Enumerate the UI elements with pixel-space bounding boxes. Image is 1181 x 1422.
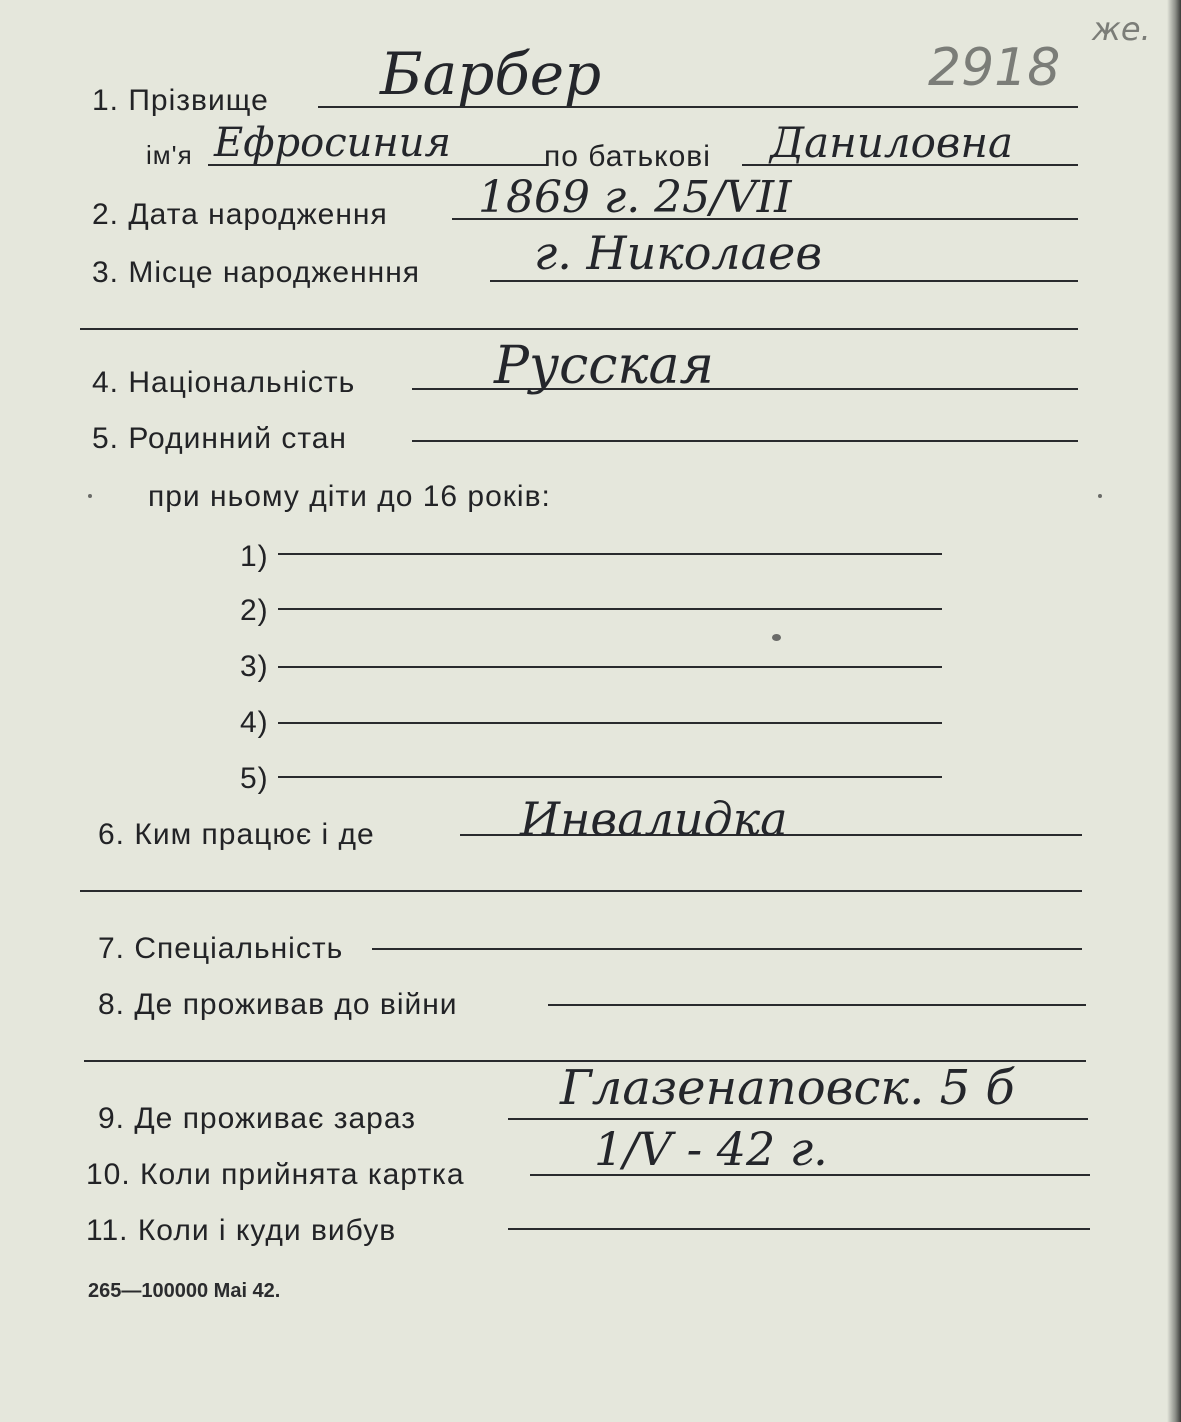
child-4-label: 4): [240, 706, 269, 739]
child-1-label: 1): [240, 540, 269, 573]
occupation-label: 6. Ким працює і де: [98, 818, 375, 851]
paper-speck: [88, 494, 92, 498]
child-2-line: [278, 608, 942, 610]
occupation-value: Инвалидка: [520, 792, 788, 846]
marital-status-line: [412, 440, 1078, 442]
surname-value: Барбер: [380, 40, 602, 108]
card-accepted-value: 1/V - 42 г.: [594, 1122, 828, 1176]
patronymic-value: Даниловна: [770, 118, 1014, 167]
nationality-value: Русская: [494, 336, 714, 396]
child-3-label: 3): [240, 650, 269, 683]
children-heading: при ньому діти до 16 років:: [148, 480, 551, 513]
first-name-value: Ефросиния: [214, 120, 451, 166]
card-accepted-label: 10. Коли прийнята картка: [86, 1158, 465, 1191]
child-2-label: 2): [240, 594, 269, 627]
marital-status-label: 5. Родинний стан: [92, 422, 347, 455]
birth-place-line: [490, 280, 1078, 282]
current-residence-value: Глазенаповск. 5 б: [560, 1060, 1015, 1116]
archive-number: 2918: [928, 38, 1061, 98]
archive-note: же.: [1092, 10, 1151, 48]
specialty-label: 7. Спеціальність: [98, 932, 344, 965]
paper-edge-shadow: [1167, 0, 1181, 1422]
paper-speck: [1098, 494, 1102, 498]
birth-place-label: 3. Місце народженння: [92, 256, 421, 289]
child-1-line: [278, 553, 942, 555]
surname-label: 1. Прізвище: [92, 84, 269, 117]
prewar-residence-label: 8. Де проживав до війни: [98, 988, 458, 1021]
current-residence-line: [508, 1118, 1088, 1120]
birth-date-value: 1869 г. 25/VII: [478, 172, 792, 223]
birth-date-label: 2. Дата народження: [92, 198, 388, 231]
blank-line-2: [80, 890, 1082, 892]
paper-speck: [772, 634, 781, 641]
prewar-residence-line: [548, 1004, 1086, 1006]
child-4-line: [278, 722, 942, 724]
blank-line-1: [80, 328, 1078, 330]
child-5-line: [278, 776, 942, 778]
patronymic-label: по батькові: [544, 140, 711, 173]
nationality-label: 4. Національність: [92, 366, 356, 399]
current-residence-label: 9. Де проживає зараз: [98, 1102, 416, 1135]
birth-place-value: г. Николаев: [534, 226, 823, 280]
departure-line: [508, 1228, 1090, 1230]
child-3-line: [278, 666, 942, 668]
departure-label: 11. Коли і куди вибув: [86, 1214, 397, 1247]
first-name-label: ім'я: [146, 140, 193, 170]
specialty-line: [372, 948, 1082, 950]
child-5-label: 5): [240, 762, 269, 795]
print-code: 265—100000 Mai 42.: [88, 1280, 281, 1302]
